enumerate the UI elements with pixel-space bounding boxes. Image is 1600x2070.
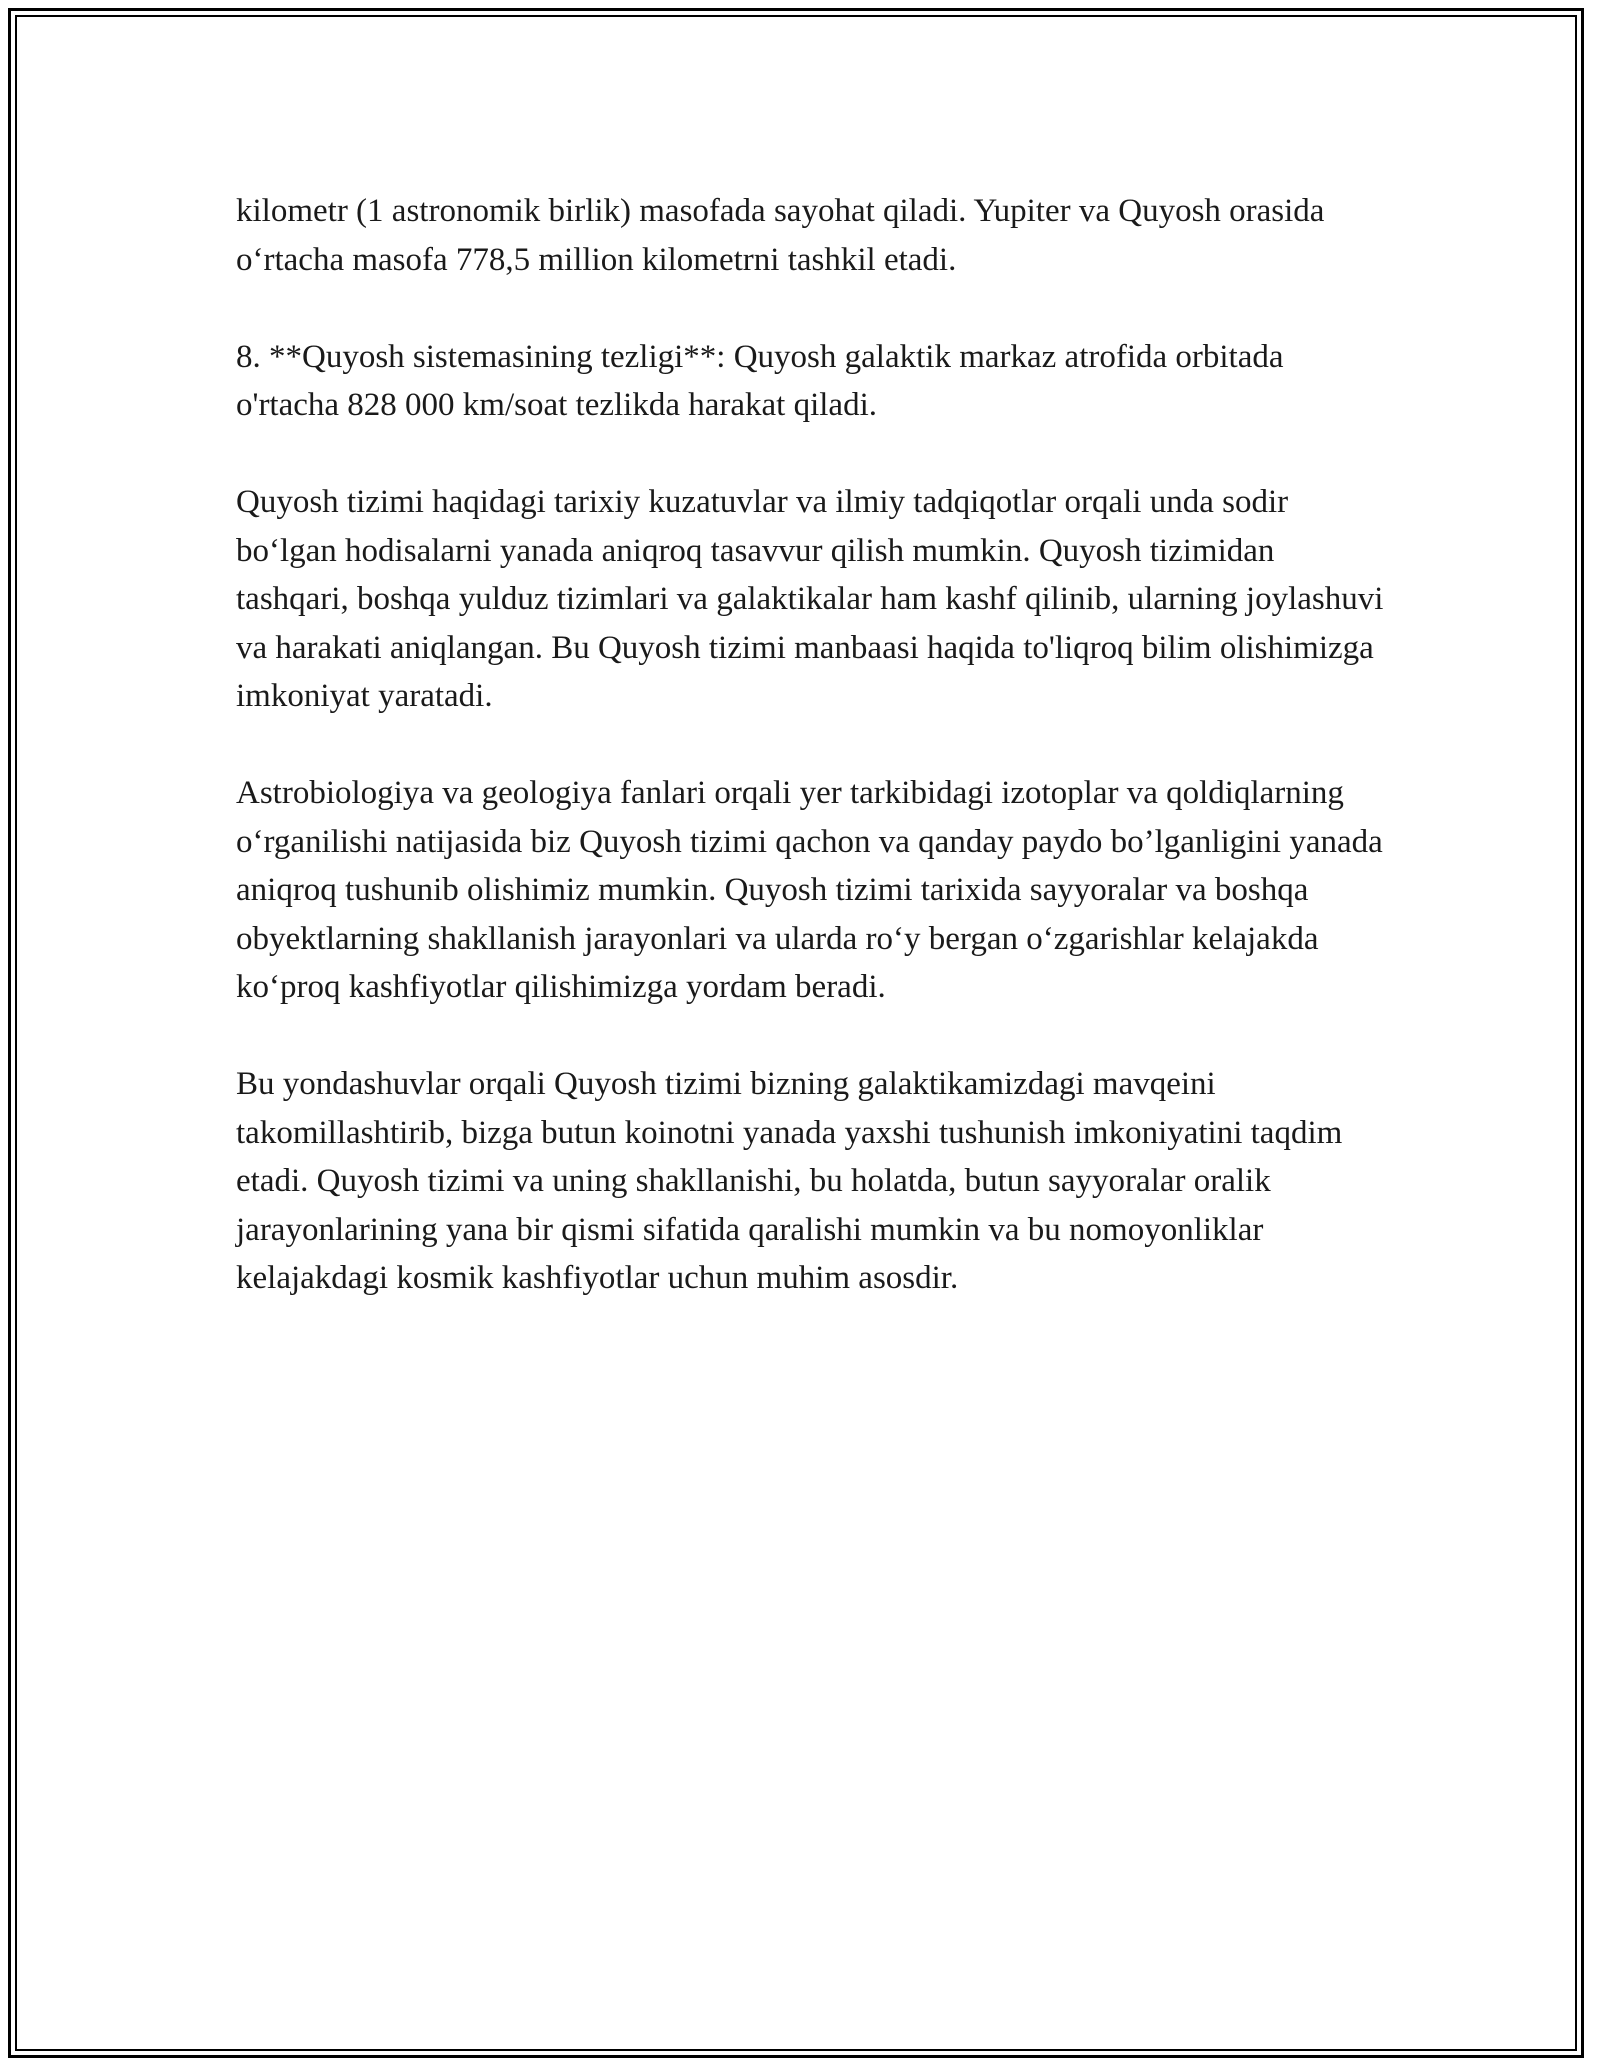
paragraph-distance: kilometr (1 astronomik birlik) masofada sayohat qiladi. Yupiter va Quyosh orasida o‘rtacha masofa 778,5 million kilometrni tashkil etadi. xyxy=(236,193,1325,278)
paragraph-astrobiology-geology: Astrobiologiya va geologiya fanlari orqali yer tarkibidagi izotoplar va qoldiqlarning o‘rganilishi natijasida biz Quyosh tizimi qachon va qanday paydo bo’lganligini yanada aniqroq tushunib olishimiz mumkin. Quyosh tizimi tarixida sayyoralar va boshqa obyektlarning shakllanish jarayonlari va ularda ro‘y bergan o‘zgarishlar kelajakda ko‘proq kashfiyotlar qilishimizga yordam beradi. xyxy=(236,775,1383,1005)
paragraph-solar-system-speed: 8. **Quyosh sistemasining tezligi**: Quyosh galaktik markaz atrofida orbitada o'rtacha 828 000 km/soat tezlikda harakat qiladi. xyxy=(236,338,1284,423)
paragraph-conclusion: Bu yondashuvlar orqali Quyosh tizimi bizning galaktikamizdagi mavqeini takomillashtirib, bizga butun koinotni yanada yaxshi tushunish imkoniyatini taqdim etadi. Quyosh tizimi va uning shakllanishi, bu holatda, butun sayyoralar oralik jarayonlarining yana bir qismi sifatida qaralishi mumkin va bu nomoyonliklar kelajakdagi kosmik kashfiyotlar uchun muhim asosdir. xyxy=(236,1066,1343,1296)
paragraph-historical-observations: Quyosh tizimi haqidagi tarixiy kuzatuvlar va ilmiy tadqiqotlar orqali unda sodir bo‘lgan hodisalarni yanada aniqroq tasavvur qilish mumkin. Quyosh tizimidan tashqari, boshqa yulduz tizimlari va galaktikalar ham kashf qilinib, ularning joylashuvi va harakati aniqlangan. Bu Quyosh tizimi manbaasi haqida to'liqroq bilim olishimizga imkoniyat yaratadi. xyxy=(236,484,1384,714)
document-body xyxy=(236,187,1386,1351)
